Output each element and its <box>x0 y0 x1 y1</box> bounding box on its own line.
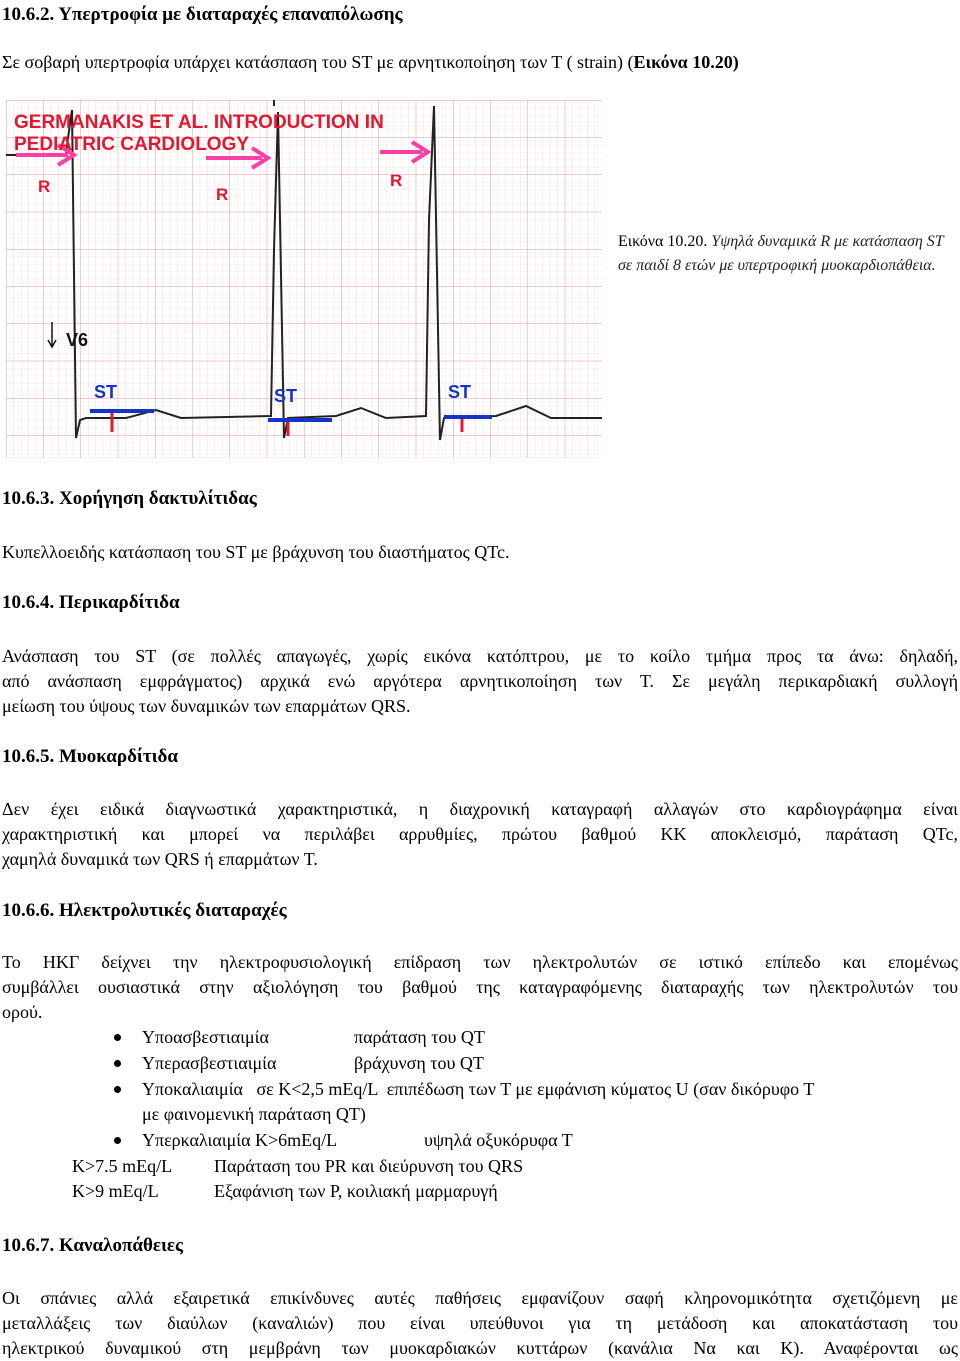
bullet-dot <box>114 1137 121 1144</box>
ecg-figure <box>6 100 602 458</box>
k9-effect: Εξαφάνιση των P, κοιλιακή μαρμαρυγή <box>214 1181 498 1201</box>
ecg-title-line1: GERMANAKIS ET AL. INTRODUCTION IN <box>14 112 384 133</box>
electrolytes-line: ορού. <box>2 1002 43 1022</box>
channelopathies-line: Οι σπάνιες αλλά εξαιρετικά επικίνδυνες αυτές παθήσεις εμφανίζουν σαφή κληρονομικότητα σχετιζόμενη με <box>2 1288 958 1308</box>
digitalis-text: Κυπελλοειδής κατάσπαση του ST με βράχυνση του διαστήματος QTc. <box>2 542 510 562</box>
hypertrophy-text-main: Σε σοβαρή υπερτροφία υπάρχει κατάσπαση του ST με αρνητικοποίηση των Τ ( strain) ( <box>2 52 634 72</box>
electrolytes-line: Το ΗΚΓ δείχνει την ηλεκτροφυσιολογική επίδραση των ηλεκτρολυτών σε ιστικό επίπεδο και επομένως <box>2 952 958 972</box>
hypertrophy-text <box>2 50 739 75</box>
st-label-1: ST <box>94 382 118 402</box>
r-label-3: R <box>390 171 403 190</box>
pericarditis-line: μείωση του ύψους των δυναμικών των επαρμάτων QRS. <box>2 696 411 716</box>
channelopathies-line: ηλεκτρικού δυναμικού στη μεμβράνη των μυοκαρδιακών κυττάρων (κανάλια Να και Κ). Αναφέρονται ως <box>2 1338 958 1358</box>
section-title-channelopathies: 10.6.7. Καναλοπάθειες <box>2 1235 184 1256</box>
k9-label: K>9 mEq/L <box>72 1181 159 1201</box>
k75-label: K>7.5 mEq/L <box>72 1156 173 1176</box>
bullet-hyperkalemia-effect: υψηλά οξυκόρυφα Τ <box>424 1130 573 1150</box>
section-title-hypertrophy: 10.6.2. Υπερτροφία με διαταραχές επαναπόλωσης <box>2 4 403 25</box>
k75-effect: Παράταση του PR και διεύρυνση του QRS <box>214 1156 524 1176</box>
pericarditis-line: από ανάσπαση εμφράγματος) αρχικά ενώ αργότερα αρνητικοποίηση των Τ. Σε μεγάλη περικαρδιακή συλλογή <box>2 671 958 691</box>
figure-reference: Εικόνα 10.20) <box>633 52 739 72</box>
myocarditis-line: Δεν έχει ειδικά διαγνωστικά χαρακτηριστικά, η διαχρονική καταγραφή αλλαγών στο καρδιογράφημα είναι <box>2 799 958 819</box>
bullet-dot <box>114 1086 121 1093</box>
bullet-dot <box>114 1034 121 1041</box>
section-title-pericarditis: 10.6.4. Περικαρδίτιδα <box>2 592 180 613</box>
myocarditis-line: χαμηλά δυναμικά των QRS ή επαρμάτων Τ. <box>2 849 318 869</box>
channelopathies-text <box>2 1286 958 1361</box>
pericarditis-line: Ανάσπαση του ST (σε πολλές απαγωγές, χωρίς εικόνα κατόπτρου, με το κοίλο τμήμα προς τα άνω: δηλαδή, <box>2 646 958 666</box>
bullet-hypokalemia: Υποκαλιαιμία σε K<2,5 mEq/L επιπέδωση των Τ με εμφάνιση κύματος U (σαν δικόρυφο Τ <box>142 1079 815 1099</box>
bullet-hypercalcemia-effect: βράχυνση του QT <box>354 1053 484 1073</box>
section-title-myocarditis: 10.6.5. Μυοκαρδίτιδα <box>2 746 178 767</box>
bullet-hypocalcemia: Υποασβεστιαιμία <box>142 1027 269 1047</box>
st-label-2: ST <box>274 386 298 406</box>
lead-label-v6: V6 <box>66 330 89 350</box>
pericarditis-text <box>2 644 958 719</box>
ecg-title-line2: PEDIATRIC CARDIOLOGY <box>14 134 250 155</box>
myocarditis-text <box>2 797 958 872</box>
section-title-electrolytes: 10.6.6. Ηλεκτρολυτικές διαταραχές <box>2 900 287 921</box>
bullet-hypocalcemia-effect: παράταση του QT <box>354 1027 485 1047</box>
bullet-dot <box>114 1060 121 1067</box>
myocarditis-line: χαρακτηριστική και μπορεί να περιλάβει αρρυθμίες, πρώτου βαθμού ΚΚ αποκλεισμό, παράταση QTc, <box>2 824 958 844</box>
bullet-hyperkalemia: Υπερκαλιαιμία K>6mEq/L <box>142 1130 338 1150</box>
electrolytes-line: συμβάλλει ουσιαστικά στην αξιολόγηση του βαθμού της καταγραφόμενης διαταραχής των ηλεκτρολυτών του <box>2 977 958 997</box>
caption-text: Υψηλά δυναμικά R με κατάσπαση ST σε παιδί 8 ετών με υπερτροφική μυοκαρδιοπάθεια. <box>618 233 944 274</box>
r-label-1: R <box>38 177 51 196</box>
bullet-hypokalemia-cont: με φαινομενική παράταση QT) <box>142 1104 366 1124</box>
channelopathies-line: μεταλλάξεις των διαύλων (καναλιών) που είναι υπεύθυνοι για τη μετάδοση και αποκατάσταση του <box>2 1313 958 1333</box>
section-title-digitalis: 10.6.3. Χορήγηση δακτυλίτιδας <box>2 488 257 509</box>
caption-label: Εικόνα 10.20. <box>618 233 708 250</box>
electrolytes-text <box>2 950 958 1025</box>
bullet-hypercalcemia: Υπερασβεστιαιμία <box>142 1053 277 1073</box>
st-label-3: ST <box>448 382 472 402</box>
figure-caption <box>618 230 958 278</box>
r-label-2: R <box>216 185 229 204</box>
